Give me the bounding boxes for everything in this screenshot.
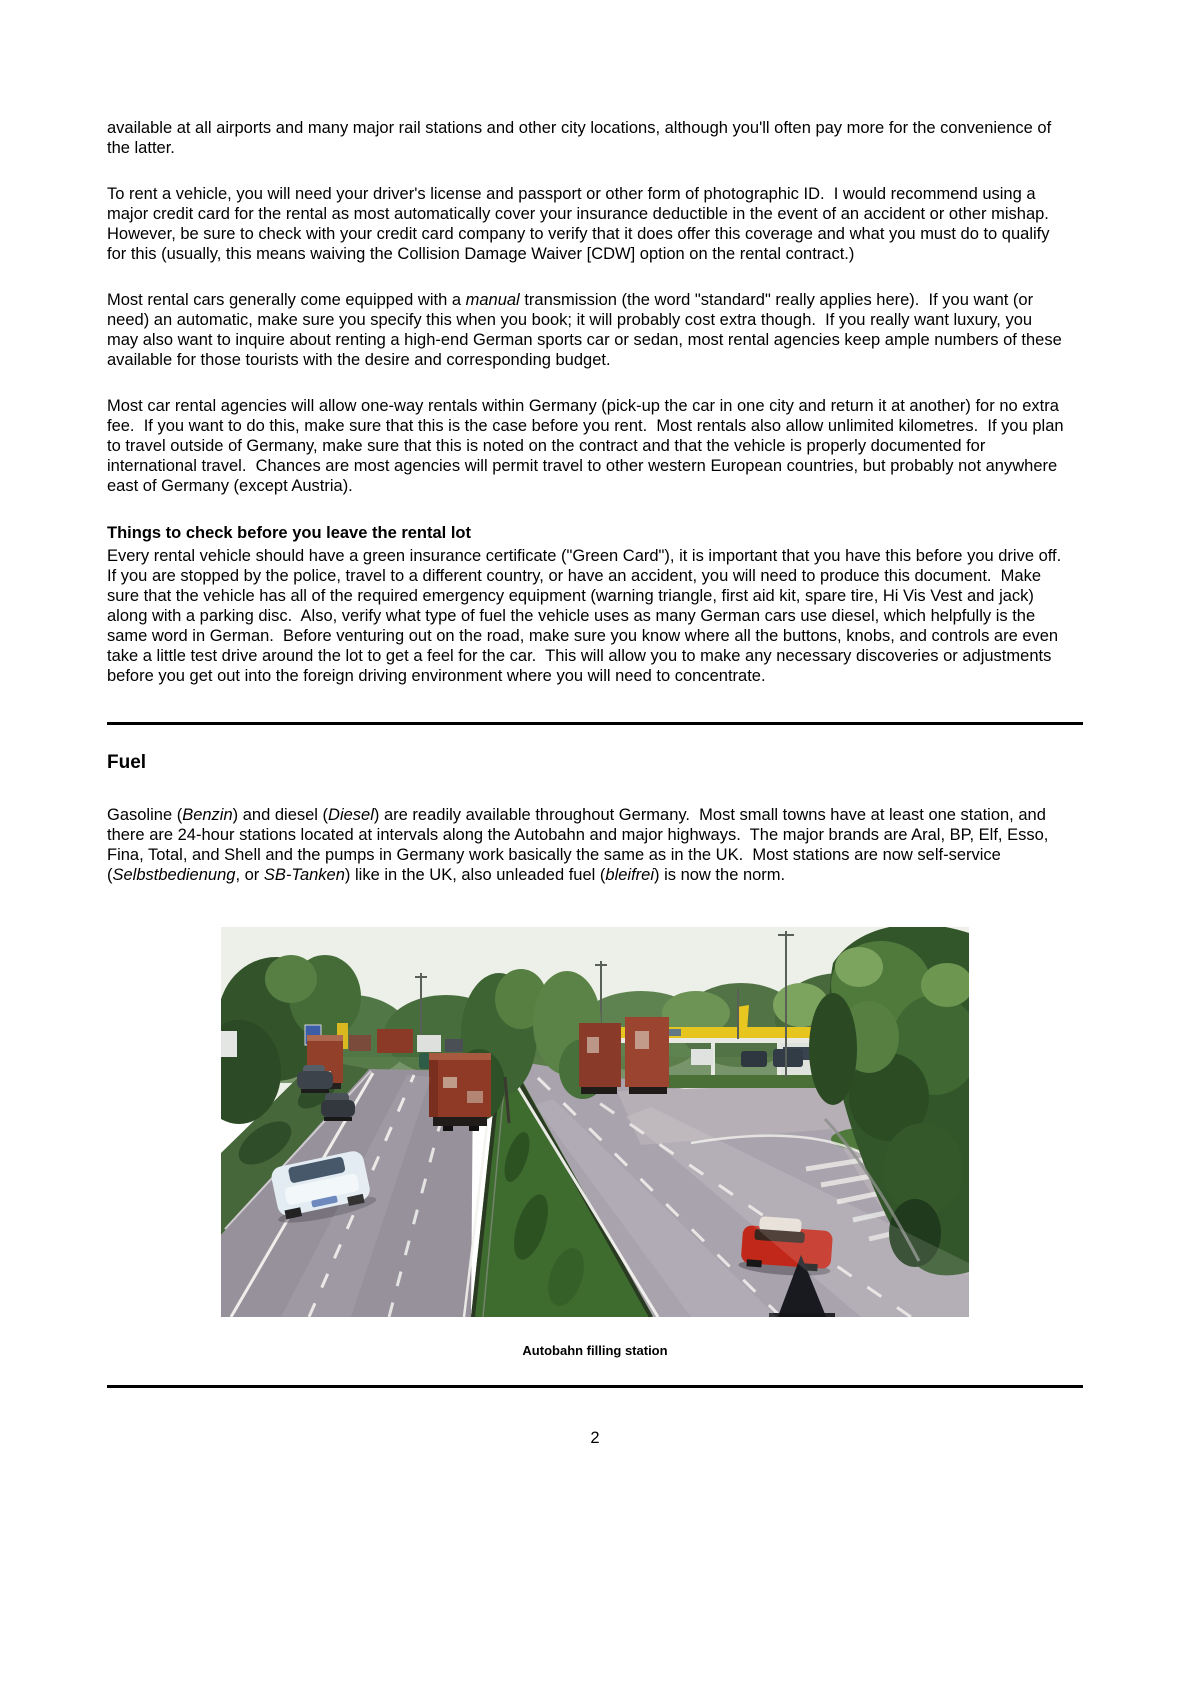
- autobahn-photo-figure: [221, 927, 969, 1359]
- paragraph-text: ) like in the UK, also unleaded fuel (: [344, 866, 606, 884]
- italic-term: manual: [465, 291, 520, 309]
- paragraph-text: Most car rental agencies will allow one-way rentals within Germany (pick-up the car in one city and return it at another) for no extra fee. If you want to do this, make sure that this is the case before you rent. Most rentals also allow unlimited kilometres. If you plan to travel outside of Germany, make sure that this is noted on the contract and that the vehicle is properly documented for international travel. Chances are most agencies will permit travel to other western European countries, but probably not anywhere east of Germany (except Austria).: [107, 397, 1069, 495]
- paragraph-text: Most rental cars generally come equipped with a: [107, 291, 466, 309]
- paragraph-fuel: [107, 805, 1065, 885]
- paragraph-text: Every rental vehicle should have a green insurance certificate ("Green Card"), it is important that you have this before you drive off. If you are stopped by the police, travel to a different country, or have an accident, you will need to produce this document. Make sure that the vehicle has all of the required emergency equipment (warning triangle, first aid kit, spare tire, Hi Vis Vest and jack) along with a parking disc. Also, verify what type of fuel the vehicle uses as many German cars use diesel, which helpfully is the same word in German. Before venturing out on the road, make sure you know where all the buttons, knobs, and controls are even take a little test drive around the lot to get a feel for the car. This will allow you to make any necessary discoveries or adjustments before you get out into the foreign driving environment where you will need to concentrate.: [107, 547, 1071, 685]
- paragraph-availability: [107, 118, 1065, 158]
- paragraph-text: transmission (the word "standard" really applies here). If you want (or need) an automatic, make sure you specify this when you book; it will probably cost extra though. If you really want luxury, you may also want to inquire about renting a high-end German sports car or sedan, most rental agencies keep ample numbers of these available for those tourists with the desire and corresponding budget.: [107, 291, 1067, 369]
- paragraph-rent-requirements: [107, 184, 1065, 264]
- section-divider-bottom: [107, 1385, 1083, 1388]
- italic-term: Benzin: [182, 806, 233, 824]
- paragraph-one-way-rentals: [107, 396, 1069, 496]
- autobahn-photo: [221, 927, 969, 1317]
- photo-caption: Autobahn filling station: [522, 1343, 668, 1358]
- italic-term: SB-Tanken: [263, 866, 345, 884]
- paragraph-text: ) is now the norm.: [654, 866, 786, 884]
- heading-fuel: Fuel: [107, 752, 147, 773]
- paragraph-text: Gasoline (: [107, 806, 183, 824]
- section-divider-top: [107, 722, 1083, 725]
- page-number: 2: [590, 1429, 600, 1447]
- paragraph-text: To rent a vehicle, you will need your driver's license and passport or other form of photographic ID. I would recommend using a major credit card for the rental as most automatically cover your insurance deductible in the event of an accident or other mishap. However, be sure to check with your credit card company to verify that it does offer this coverage and what you must do to qualify for this (usually, this means waiving the Collision Damage Waiver [CDW] option on the rental contract.): [107, 185, 1059, 263]
- paragraph-checklist: [107, 546, 1071, 686]
- paragraph-text: ) and diesel (: [232, 806, 329, 824]
- paragraph-text: , or: [235, 866, 264, 884]
- italic-term: Selbstbedienung: [112, 866, 236, 884]
- paragraph-transmission: [107, 290, 1065, 370]
- italic-term: Diesel: [328, 806, 374, 824]
- photo-big-truck: [429, 1053, 491, 1131]
- paragraph-text: ) are readily available throughout Germany. Most small towns have at least one station, and there are 24-hour stations located at intervals along the Autobahn and major highways. The major brands are Aral, BP, Elf, Esso, Fina, Total, and Shell and the pumps in Germany work basically the same as in the UK. Most stations are now self-service (: [107, 806, 1053, 884]
- heading-checklist: Things to check before you leave the rental lot: [107, 524, 471, 542]
- paragraph-text: available at all airports and many major rail stations and other city locations, although you'll often pay more for the convenience of the latter.: [107, 119, 1056, 157]
- italic-term: bleifrei: [605, 866, 654, 884]
